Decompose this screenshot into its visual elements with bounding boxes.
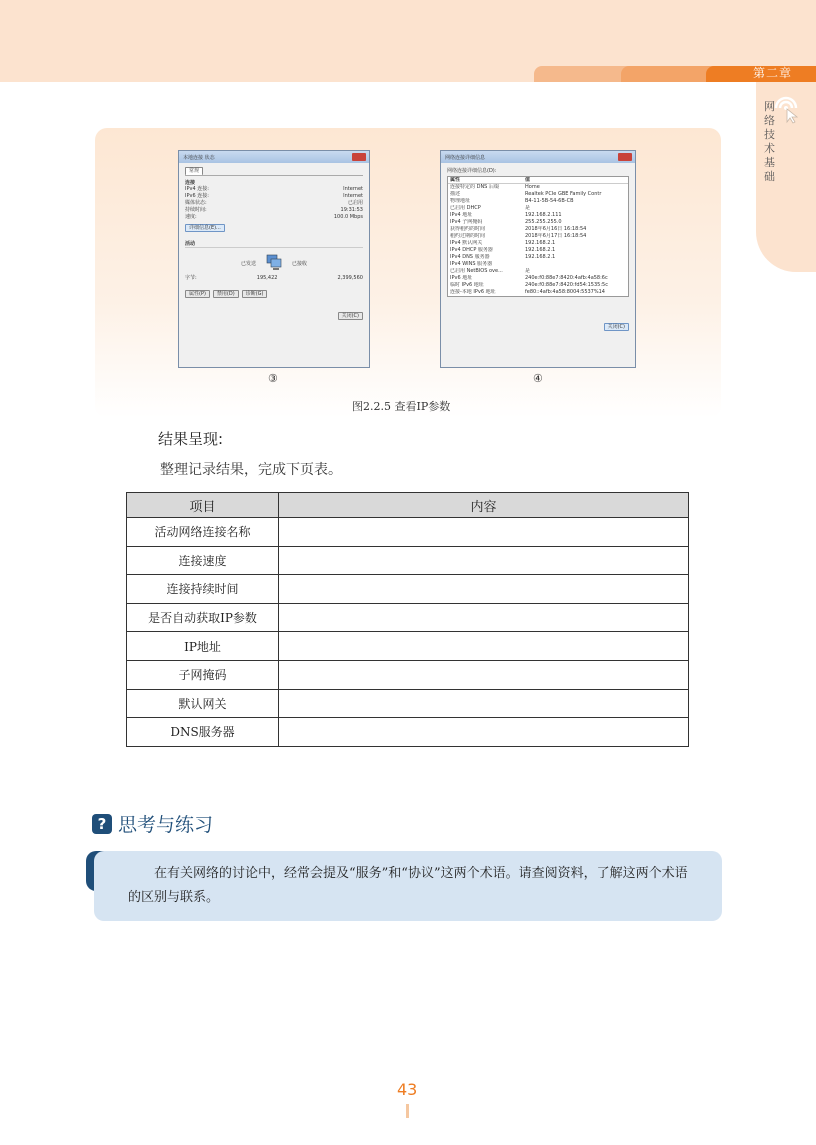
grid-row: IPv6 地址 240e:f0:88e7:8420:4afb:4a58:6c (450, 275, 608, 281)
table-row (127, 518, 689, 547)
close-button: 关闭(C) (604, 323, 629, 331)
section-connection: 连接 (185, 180, 196, 186)
grid-row: 连接-本地 IPv6 地址 fe80::4afb:4a58:8004:5537%14 (450, 289, 605, 295)
row-label: IP地址 (127, 632, 279, 661)
table-row (127, 689, 689, 718)
exercise-section-header (92, 810, 213, 837)
grid-row: 物理地址 B4-11-5B-54-6B-CB (450, 198, 574, 204)
content-cell[interactable] (279, 660, 689, 689)
table-row (127, 603, 689, 632)
section-activity: 活动 (185, 240, 363, 248)
exercise-text: 在有关网络的讨论中，经常会提及“服务”和“协议”这两个术语。请查阅资料，了解这两个术语的区别与联系。 (128, 866, 688, 905)
content-cell[interactable] (279, 518, 689, 547)
details-grid (447, 176, 629, 297)
page-number: 43 (397, 1080, 418, 1099)
grid-row: 描述 Realtek PCIe GBE Family Contr (450, 191, 602, 197)
window-titlebar (441, 151, 635, 163)
properties-button: 属性(P) (185, 290, 210, 298)
sent-label: 已发送 (240, 260, 256, 267)
content-cell[interactable] (279, 575, 689, 604)
exercise-title: 思考与练习 (118, 814, 214, 836)
window-titlebar (179, 151, 369, 163)
content-cell[interactable] (279, 718, 689, 747)
results-table (126, 492, 689, 747)
network-details-window (440, 150, 636, 368)
chapter-label: 第二章 (752, 66, 792, 80)
grid-row: 连接特定的 DNS 后缀 Home (450, 184, 540, 190)
row-label: 是否自动获取IP参数 (127, 603, 279, 632)
close-button: 关闭(C) (338, 312, 363, 320)
tab-general: 常规 (185, 167, 203, 175)
table-row (127, 575, 689, 604)
row-label: 活动网络连接名称 (127, 518, 279, 547)
question-mark-icon: ? (92, 814, 112, 834)
row-label: 连接持续时间 (127, 575, 279, 604)
received-label: 已接收 (292, 260, 308, 267)
status-row: 持续时间: 19:31:53 (185, 207, 363, 213)
instruction-text: 整理记录结果，完成下页表。 (160, 462, 342, 478)
figure-caption: 图2.2.5 查看IP参数 (352, 400, 451, 413)
window-title: 网络连接详细信息 (445, 154, 486, 161)
side-section-label: 网络技术基础 (764, 100, 775, 183)
network-computers-icon (262, 254, 286, 272)
row-label: DNS服务器 (127, 718, 279, 747)
close-icon (618, 153, 632, 161)
details-button: 详细信息(E)... (185, 224, 225, 232)
grid-row: 获得租约的时间 2018年6月16日 16:18:54 (450, 226, 587, 232)
grid-row: IPv4 WINS 服务器 (450, 261, 493, 267)
grid-row: IPv4 DHCP 服务器 192.168.2.1 (450, 247, 556, 253)
table-row (127, 546, 689, 575)
bytes-row: 字节: 195,422 2,399,560 (185, 275, 363, 281)
table-row (127, 632, 689, 661)
grid-row: 租约过期的时间 2018年6月17日 16:18:54 (450, 233, 587, 239)
row-label: 连接速度 (127, 546, 279, 575)
column-header-content: 内容 (279, 493, 689, 518)
close-icon (352, 153, 366, 161)
content-cell[interactable] (279, 603, 689, 632)
panel-number-3: ③ (268, 372, 278, 385)
grid-row: IPv4 DNS 服务器 192.168.2.1 (450, 254, 556, 260)
column-header-item: 项目 (127, 493, 279, 518)
page-number-tick (406, 1104, 409, 1118)
result-heading: 结果呈现: (158, 430, 224, 448)
grid-row: 临时 IPv6 地址 240e:f0:88e7:8420:fd54:1535:5c (450, 282, 608, 288)
grid-header: 属性 值 (448, 177, 628, 184)
local-connection-status-window (178, 150, 370, 368)
grid-row: 已启用 DHCP 是 (450, 205, 531, 211)
grid-row: IPv4 地址 192.168.2.111 (450, 212, 562, 218)
row-label: 默认网关 (127, 689, 279, 718)
diagnose-button: 诊断(G) (242, 290, 268, 298)
table-row (127, 718, 689, 747)
content-cell[interactable] (279, 546, 689, 575)
details-subtitle: 网络连接详细信息(D): (447, 168, 497, 174)
status-row: 媒体状态: 已启用 (185, 200, 363, 206)
table-header-row (127, 493, 689, 518)
status-row: IPv4 连接: Internet (185, 186, 363, 192)
window-title: 本地连接 状态 (183, 154, 215, 161)
grid-row: IPv4 默认网关 192.168.2.1 (450, 240, 556, 246)
grid-row: IPv4 子网掩码 255.255.255.0 (450, 219, 562, 225)
content-cell[interactable] (279, 689, 689, 718)
panel-number-4: ④ (533, 372, 543, 385)
grid-row: 已启用 NetBIOS ove... 是 (450, 268, 531, 274)
row-label: 子网掩码 (127, 660, 279, 689)
content-cell[interactable] (279, 632, 689, 661)
status-row: 速度: 100.0 Mbps (185, 214, 363, 220)
table-row (127, 660, 689, 689)
status-row: IPv6 连接: Internet (185, 193, 363, 199)
disable-button: 禁用(D) (213, 290, 239, 298)
